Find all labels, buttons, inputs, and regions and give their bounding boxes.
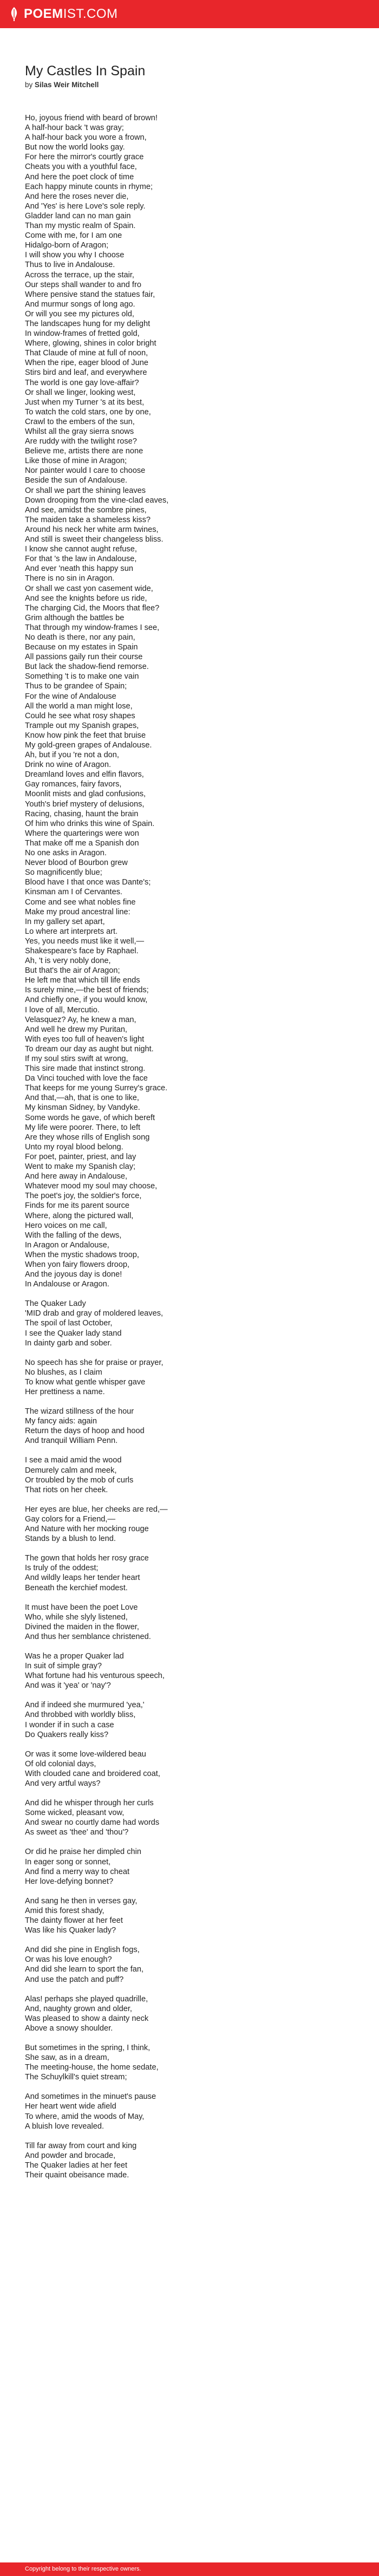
poem-line: And thus her semblance christened.	[25, 1632, 151, 1641]
poem-line: As sweet as 'thee' and 'thou'?	[25, 1828, 129, 1837]
poem-stanza	[25, 1994, 355, 2033]
poem-line: Gay colors for a Friend,—	[25, 1514, 116, 1524]
poem-line: Demurely calm and meek,	[25, 1466, 117, 1475]
poem-line: In eager song or sonnet,	[25, 1857, 111, 1866]
poem-line: There is no sin in Aragon.	[25, 574, 115, 583]
poem-line: Was pleased to show a dainty neck	[25, 2014, 149, 2023]
poem-line: No one asks in Aragon.	[25, 849, 107, 858]
poem-line: Racing, chasing, haunt the brain	[25, 809, 139, 818]
poem-line: In dainty garb and sober.	[25, 1338, 112, 1348]
poem-body	[25, 113, 355, 2180]
poem-line: And see the knights before us ride,	[25, 594, 147, 603]
poem-line: And, naughty grown and older,	[25, 2004, 132, 2013]
poem-line: Her eyes are blue, her cheeks are red,—	[25, 1505, 168, 1514]
poem-line: The poet's joy, the soldier's force,	[25, 1192, 142, 1201]
poem-line: Alas! perhaps she played quadrille,	[25, 1994, 148, 2003]
logo-bold-part: POEM	[24, 6, 63, 21]
poem-line: The meeting-house, the home sedate,	[25, 2063, 159, 2072]
poem-line: No death is there, nor any pain,	[25, 633, 135, 642]
poem-line: So magnificently blue;	[25, 868, 102, 877]
poem-line: And chiefly one, if you would know,	[25, 996, 148, 1005]
poem-line: And powder and brocade,	[25, 2151, 116, 2160]
poem-line: And find a merry way to cheat	[25, 1867, 130, 1876]
poem-line: Or was it some love-wildered beau	[25, 1749, 146, 1759]
quill-icon	[10, 7, 18, 21]
poem-line: Some words he gave, of which bereft	[25, 1113, 155, 1122]
poem-line: A half-hour back 't was gray;	[25, 123, 124, 133]
poem-stanza	[25, 1505, 355, 1544]
poem-line: Da Vinci touched with love the face	[25, 1074, 148, 1083]
poem-line: Are ruddy with the twilight rose?	[25, 437, 137, 446]
poem-line: No blushes, as I claim	[25, 1368, 102, 1377]
poem-line: Hero voices on me call,	[25, 1221, 107, 1230]
poem-line: Drink no wine of Aragon.	[25, 760, 111, 770]
poem-line: Of him who drinks this wine of Spain.	[25, 819, 155, 828]
poem-line: And did she learn to sport the fan,	[25, 1965, 144, 1974]
poem-line: I wonder if in such a case	[25, 1720, 114, 1729]
poem-line: Where, along the pictured wall,	[25, 1211, 134, 1220]
poem-line: Was like his Quaker lady?	[25, 1926, 116, 1935]
poem-line: The Schuylkill's quiet stream;	[25, 2073, 127, 2082]
poem-line: I see a maid amid the wood	[25, 1456, 122, 1465]
poem-line: To know what gentle whisper gave	[25, 1377, 146, 1387]
poem-line: With eyes too full of heaven's light	[25, 1035, 145, 1044]
poem-line: The Quaker ladies at her feet	[25, 2161, 128, 2170]
poem-line: And 'Yes' is here Love's sole reply.	[25, 201, 146, 211]
poem-line: But sometimes in the spring, I think,	[25, 2043, 151, 2052]
poem-line: Ho, joyous friend with beard of brown!	[25, 114, 158, 122]
poem-line: And sometimes in the minuet's pause	[25, 2092, 156, 2102]
poem-line: All passions gaily run their course	[25, 653, 143, 662]
poem-stanza	[25, 2141, 355, 2180]
poem-line: With clouded cane and broidered coat,	[25, 1769, 160, 1778]
poem-line: If my soul stirs swift at wrong,	[25, 1055, 128, 1063]
poem-line: Or shall we cast yon casement wide,	[25, 584, 153, 593]
poem-title: My Castles In Spain	[25, 63, 146, 79]
poem-line: Make my proud ancestral line:	[25, 907, 130, 916]
poem-line: And still is sweet their changeless bliss.	[25, 535, 164, 544]
poem-line: Around his neck her white arm twines,	[25, 525, 159, 534]
copyright-text: Copyright belong to their respective owners.	[25, 2566, 141, 2572]
poem-stanza	[25, 1945, 355, 1984]
poem-line: To where, amid the woods of May,	[25, 2112, 145, 2121]
poem-line: Yes, you needs must like it well,—	[25, 936, 145, 946]
poem-content	[25, 63, 355, 2190]
poem-line: Something 't is to make one vain	[25, 672, 139, 681]
poem-line: Thus to be grandee of Spain;	[25, 682, 127, 691]
poem-line: And swear no courtly dame had words	[25, 1818, 160, 1827]
poem-stanza	[25, 1749, 355, 1788]
poem-line: Because on my estates in Spain	[25, 643, 138, 652]
poem-line: Or troubled by the mob of curls	[25, 1475, 134, 1485]
poem-line: This sire made that instinct strong.	[25, 1064, 146, 1074]
poem-line: In my gallery set apart,	[25, 917, 105, 926]
poem-line: Till far away from court and king	[25, 2141, 137, 2150]
poem-line: 'MID drab and gray of moldered leaves,	[25, 1309, 164, 1318]
poem-line: Grim although the battles be	[25, 613, 125, 622]
poem-line: Come with me, for I am one	[25, 231, 122, 240]
poem-line: And murmur songs of long ago.	[25, 300, 135, 309]
poem-line: Dreamland loves and elfin flavors,	[25, 770, 144, 779]
poem-line: Or was his love enough?	[25, 1955, 112, 1964]
poem-line: Or shall we part the shining leaves	[25, 486, 146, 495]
poem-line: And was it 'yea' or 'nay'?	[25, 1681, 111, 1690]
poem-line: And ever 'neath this happy sun	[25, 564, 133, 574]
poem-line: The wizard stillness of the hour	[25, 1407, 134, 1416]
author-link[interactable]: Silas Weir Mitchell	[35, 81, 99, 89]
poem-line: Or will you see my pictures old,	[25, 309, 134, 318]
poem-line: For that 's the law in Andalouse,	[25, 555, 137, 564]
poem-line: That Claude of mine at full of noon,	[25, 349, 148, 358]
poem-stanza	[25, 2092, 355, 2131]
site-footer	[0, 2562, 379, 2576]
poem-line: Ah, but if you 're not a don,	[25, 751, 119, 760]
poem-line: Gladder land can no man gain	[25, 211, 131, 220]
poem-line: And wildly leaps her tender heart	[25, 1573, 140, 1583]
poem-line: And well he drew my Puritan,	[25, 1025, 127, 1034]
poem-line: Shakespeare's face by Raphael.	[25, 946, 139, 955]
poem-line: Kinsman am I of Cervantes.	[25, 888, 123, 897]
poem-line: Went to make my Spanish clay;	[25, 1162, 136, 1172]
poem-line: Some wicked, pleasant vow,	[25, 1809, 125, 1818]
poem-line: It must have been the poet Love	[25, 1603, 138, 1612]
poem-line: Stirs bird and leaf, and everywhere	[25, 368, 147, 378]
poem-line: The dainty flower at her feet	[25, 1916, 123, 1926]
poem-line: Or shall we linger, looking west,	[25, 388, 136, 397]
poem-line: Whatever mood my soul may choose,	[25, 1182, 158, 1191]
poem-line: And very artful ways?	[25, 1779, 101, 1788]
poem-line: A half-hour back you wore a frown,	[25, 133, 147, 142]
poem-line: That make off me a Spanish don	[25, 838, 139, 848]
poem-stanza	[25, 1358, 355, 1397]
poem-line: Like those of mine in Aragon;	[25, 457, 127, 466]
poem-stanza	[25, 1847, 355, 1886]
poem-line: Is truly of the oddest;	[25, 1564, 99, 1573]
poem-line: And did he whisper through her curls	[25, 1799, 154, 1808]
poem-stanza	[25, 1798, 355, 1837]
poem-line: That riots on her cheek.	[25, 1485, 108, 1494]
poem-line: Come and see what nobles fine	[25, 897, 136, 907]
poem-line: Youth's brief mystery of delusions,	[25, 799, 145, 809]
poem-line: And did she pine in English fogs,	[25, 1946, 140, 1955]
poem-line: And see, amidst the sombre pines,	[25, 505, 147, 515]
poem-line: Where, glowing, shines in color bright	[25, 339, 156, 348]
poem-line: In window-frames of fretted gold,	[25, 329, 140, 339]
poem-line: To watch the cold stars, one by one,	[25, 407, 151, 417]
poem-line: I love of all, Mercutio.	[25, 1005, 100, 1014]
poem-stanza	[25, 1700, 355, 1739]
logo-light-part: IST.COM	[63, 6, 118, 21]
poem-line: The world is one gay love-affair?	[25, 378, 139, 387]
poem-line: Could he see what rosy shapes	[25, 711, 135, 720]
poem-line: Stands by a blush to lend.	[25, 1534, 116, 1544]
poem-line: For the wine of Andalouse	[25, 692, 116, 701]
poem-stanza	[25, 1407, 355, 1446]
poem-line: No speech has she for praise or prayer,	[25, 1358, 164, 1367]
poem-line: The maiden take a shameless kiss?	[25, 515, 151, 524]
poem-line: And here the roses never die,	[25, 192, 129, 201]
poem-line: Believe me, artists there are none	[25, 447, 143, 456]
poem-stanza	[25, 113, 355, 1289]
poem-line: Divined the maiden in the flower,	[25, 1622, 139, 1631]
poem-line: That keeps for me young Surrey's grace.	[25, 1084, 168, 1093]
site-logo-link[interactable]	[10, 6, 118, 22]
poem-line: For poet, painter, priest, and lay	[25, 1152, 136, 1161]
poem-line: Know how pink the feet that bruise	[25, 731, 146, 740]
poem-line: For here the mirror's courtly grace	[25, 153, 144, 162]
poem-line: I know she cannot aught refuse,	[25, 545, 137, 554]
by-label: by	[25, 81, 33, 89]
poem-line: Their quaint obeisance made.	[25, 2171, 129, 2180]
poem-line: Amid this forest shady,	[25, 1906, 104, 1915]
poem-line: With the falling of the dews,	[25, 1231, 122, 1240]
poem-line: Down drooping from the vine-clad eaves,	[25, 496, 169, 505]
poem-line: My life were poorer. There, to left	[25, 1123, 141, 1132]
poem-line: My gold-green grapes of Andalouse.	[25, 741, 152, 750]
poem-line: Her love-defying bonnet?	[25, 1877, 114, 1886]
poem-line: The gown that holds her rosy grace	[25, 1554, 149, 1563]
poem-line: Beside the sun of Andalouse.	[25, 476, 128, 485]
poem-line: But that's the air of Aragon;	[25, 966, 120, 975]
poem-line: In Andalouse or Aragon.	[25, 1280, 109, 1289]
poem-line: Gay romances, fairy favors,	[25, 780, 122, 789]
poem-line: Was he a proper Quaker lad	[25, 1651, 124, 1661]
poem-line: Return the days of hoop and hood	[25, 1427, 145, 1436]
poem-line: And the joyous day is done!	[25, 1270, 122, 1279]
poem-line: Of old colonial days,	[25, 1759, 96, 1768]
poem-line: The Quaker Lady	[25, 1299, 86, 1309]
poem-line: When the ripe, eager blood of June	[25, 359, 148, 368]
poem-line: And here away in Andalouse,	[25, 1172, 128, 1181]
poem-line: But now the world looks gay.	[25, 143, 125, 152]
poem-line: Our steps shall wander to and fro	[25, 280, 141, 289]
poem-stanza	[25, 2043, 355, 2082]
poem-line: I see the Quaker lady stand	[25, 1329, 122, 1338]
poem-line: And Nature with her mocking rouge	[25, 1525, 149, 1534]
poem-stanza	[25, 1553, 355, 1592]
poem-line: My fancy aids: again	[25, 1417, 97, 1426]
poem-line: Velasquez? Ay, he knew a man,	[25, 1015, 136, 1024]
poem-line: Trample out my Spanish grapes,	[25, 721, 139, 730]
poem-line: Her heart went wide afield	[25, 2102, 116, 2111]
poem-stanza	[25, 1455, 355, 1494]
poem-line: Above a snowy shoulder.	[25, 2024, 113, 2033]
poem-line: Never blood of Bourbon grew	[25, 858, 128, 868]
poem-line: And that,—ah, that is one to like,	[25, 1094, 139, 1103]
poem-line: When yon fairy flowers droop,	[25, 1260, 130, 1269]
poem-line: Lo where art interprets art.	[25, 927, 118, 936]
poem-line: And here the poet clock of time	[25, 172, 134, 181]
poem-line: Just when my Turner 's at its best,	[25, 398, 145, 407]
poem-line: Each happy minute counts in rhyme;	[25, 182, 153, 191]
poem-line: Beneath the kerchief modest.	[25, 1583, 128, 1592]
poem-line: Are they whose rills of English song	[25, 1133, 150, 1142]
poem-line: Cheats you with a youthful face,	[25, 162, 137, 172]
poem-line: Across the terrace, up the stair,	[25, 270, 134, 279]
poem-stanza	[25, 1299, 355, 1348]
poem-line: The spoil of last October,	[25, 1319, 113, 1328]
poem-line: Ah, 't is very nobly done,	[25, 957, 111, 966]
poem-line: When the mystic shadows troop,	[25, 1250, 139, 1259]
poem-line: In Aragon or Andalouse,	[25, 1240, 109, 1250]
site-logo-text	[24, 6, 118, 22]
poem-line: Unto my royal blood belong.	[25, 1142, 123, 1152]
poem-line: And sang he then in verses gay,	[25, 1896, 138, 1905]
poem-line: That through my window-frames I see,	[25, 623, 160, 632]
poem-line: Do Quakers really kiss?	[25, 1730, 109, 1739]
poem-line: Finds for me its parent source	[25, 1201, 130, 1211]
poem-line: I will show you why I choose	[25, 251, 125, 260]
poem-line: A bluish love revealed.	[25, 2122, 104, 2131]
poem-stanza	[25, 1603, 355, 1642]
poem-line: And use the patch and puff?	[25, 1975, 124, 1984]
poem-line: Or did he praise her dimpled chin	[25, 1848, 141, 1857]
poem-line: But lack the shadow-fiend remorse.	[25, 662, 149, 672]
poem-line: Where the quarterings were won	[25, 829, 139, 838]
poem-line: The charging Cid, the Moors that flee?	[25, 603, 160, 613]
poem-line: Who, while she slyly listened,	[25, 1612, 128, 1622]
poem-line: Is surely mine,—the best of friends;	[25, 986, 149, 995]
site-header	[0, 0, 379, 28]
poem-line: And tranquil William Penn.	[25, 1436, 118, 1446]
poem-line: And if indeed she murmured 'yea,'	[25, 1701, 145, 1710]
poem-line: In suit of simple gray?	[25, 1662, 102, 1671]
poem-line: What fortune had his venturous speech,	[25, 1671, 165, 1681]
poem-line: Crawl to the embers of the sun,	[25, 417, 135, 426]
poem-byline	[25, 80, 355, 89]
poem-line: My kinsman Sidney, by Vandyke.	[25, 1103, 140, 1113]
poem-line: Blood have I that once was Dante's;	[25, 878, 151, 887]
poem-line: Thus to live in Andalouse.	[25, 261, 115, 270]
poem-line: Than my mystic realm of Spain.	[25, 222, 136, 231]
poem-line: Hidalgo-born of Aragon;	[25, 241, 109, 250]
poem-stanza	[25, 1896, 355, 1935]
poem-line: All the world a man might lose,	[25, 701, 133, 711]
poem-line: The landscapes hung for my delight	[25, 319, 151, 328]
poem-line: And throbbed with worldly bliss,	[25, 1710, 136, 1720]
poem-line: Whilst all the gray sierra snows	[25, 427, 134, 436]
poem-line: To dream our day as aught but night.	[25, 1044, 154, 1053]
poem-line: Where pensive stand the statues fair,	[25, 290, 155, 299]
poem-line: He left me that which till life ends	[25, 976, 140, 985]
poem-line: Nor painter would I care to choose	[25, 466, 146, 476]
poem-line: She saw, as in a dream,	[25, 2053, 109, 2063]
poem-line: Moonlit mists and glad confusions,	[25, 790, 146, 799]
poem-stanza	[25, 1651, 355, 1690]
poem-line: Her prettiness a name.	[25, 1388, 105, 1396]
